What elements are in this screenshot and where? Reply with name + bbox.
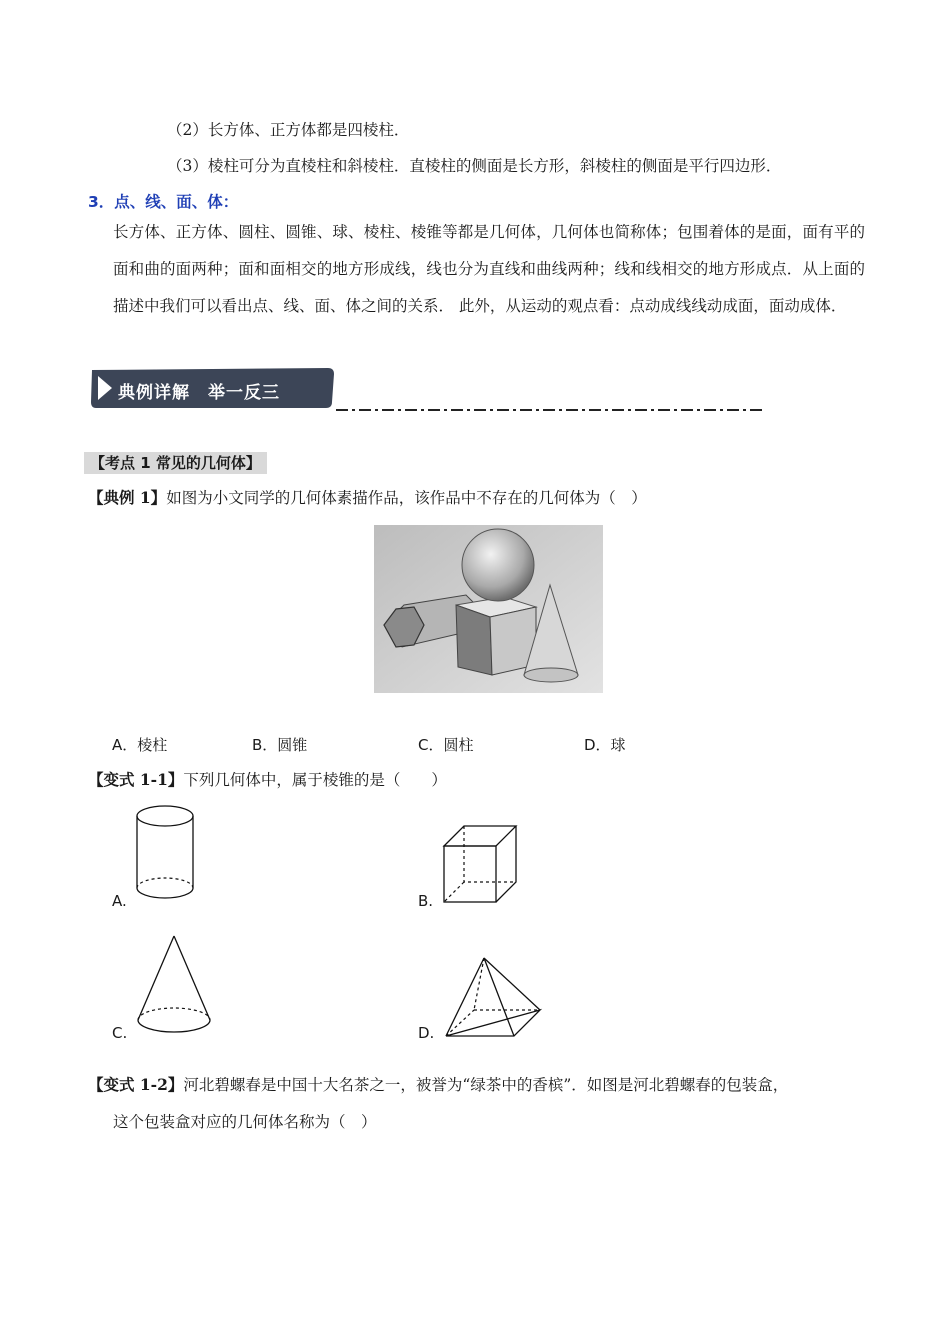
pyramid-figure[interactable] — [440, 952, 546, 1042]
variant-1-1-option-b-label[interactable]: B. — [418, 892, 434, 910]
example-1-question: 如图为小文同学的几何体素描作品，该作品中不存在的几何体为（ ） — [166, 489, 647, 507]
cylinder-figure[interactable] — [132, 802, 198, 906]
item-3-text: （3）棱柱可分为直棱柱和斜棱柱．直棱柱的侧面是长方形，斜棱柱的侧面是平行四边形． — [167, 157, 782, 175]
example-1-option-d[interactable]: D．球 — [584, 736, 626, 754]
variant-1-2-question-line-2: 这个包装盒对应的几何体名称为（ ） — [113, 1113, 377, 1131]
variant-1-2-tag: 【变式 1-2】 — [88, 1075, 184, 1094]
section-3-heading: 3．点、线、面、体： — [88, 193, 239, 211]
sketch-photo — [374, 525, 603, 693]
example-1-tag: 【典例 1】 — [88, 488, 167, 507]
variant-1-2-question-line-1: 河北碧螺春是中国十大名茶之一，被誉为“绿茶中的香槟”．如图是河北碧螺春的包装盒， — [183, 1076, 789, 1094]
kaodian-badge: 【考点 1 常见的几何体】 — [84, 452, 267, 474]
banner-title: 典例详解 举一反三 — [118, 383, 280, 403]
example-1-option-b[interactable]: B．圆锥 — [252, 736, 308, 754]
cube-shape — [456, 597, 536, 675]
variant-1-2-line-1 — [88, 1075, 788, 1095]
variant-1-1-option-d-label[interactable]: D. — [418, 1024, 435, 1042]
variant-1-1-tag: 【变式 1-1】 — [88, 770, 184, 789]
cone-figure[interactable] — [134, 932, 214, 1040]
variant-1-1-option-a-label[interactable]: A. — [112, 892, 127, 910]
example-1-line — [88, 488, 647, 508]
variant-1-1-question: 下列几何体中，属于棱锥的是（ ） — [183, 771, 447, 789]
variant-1-1-option-c-label[interactable]: C. — [112, 1024, 128, 1042]
example-1-option-a[interactable]: A．棱柱 — [112, 736, 168, 754]
sphere-shape — [462, 529, 534, 601]
banner-dashed-line — [336, 406, 768, 414]
cube-figure[interactable] — [440, 822, 522, 906]
section-3-paragraph: 长方体、正方体、圆柱、圆锥、球、棱柱、棱锥等都是几何体，几何体也简称体；包围着体的是面，面有平的面和曲的面两种；面和面相交的地方形成线，线也分为直线和曲线两种；线和线相交的地方形成点．从上面的描述中我们可以看出点、线、面、体之间的关系． 此外，从运动的观点看：点动成线线动成面，面动成体． — [113, 223, 865, 315]
item-2-text: （2）长方体、正方体都是四棱柱． — [167, 121, 410, 139]
variant-1-1-line — [88, 770, 447, 790]
example-1-option-c[interactable]: C．圆柱 — [418, 736, 474, 754]
